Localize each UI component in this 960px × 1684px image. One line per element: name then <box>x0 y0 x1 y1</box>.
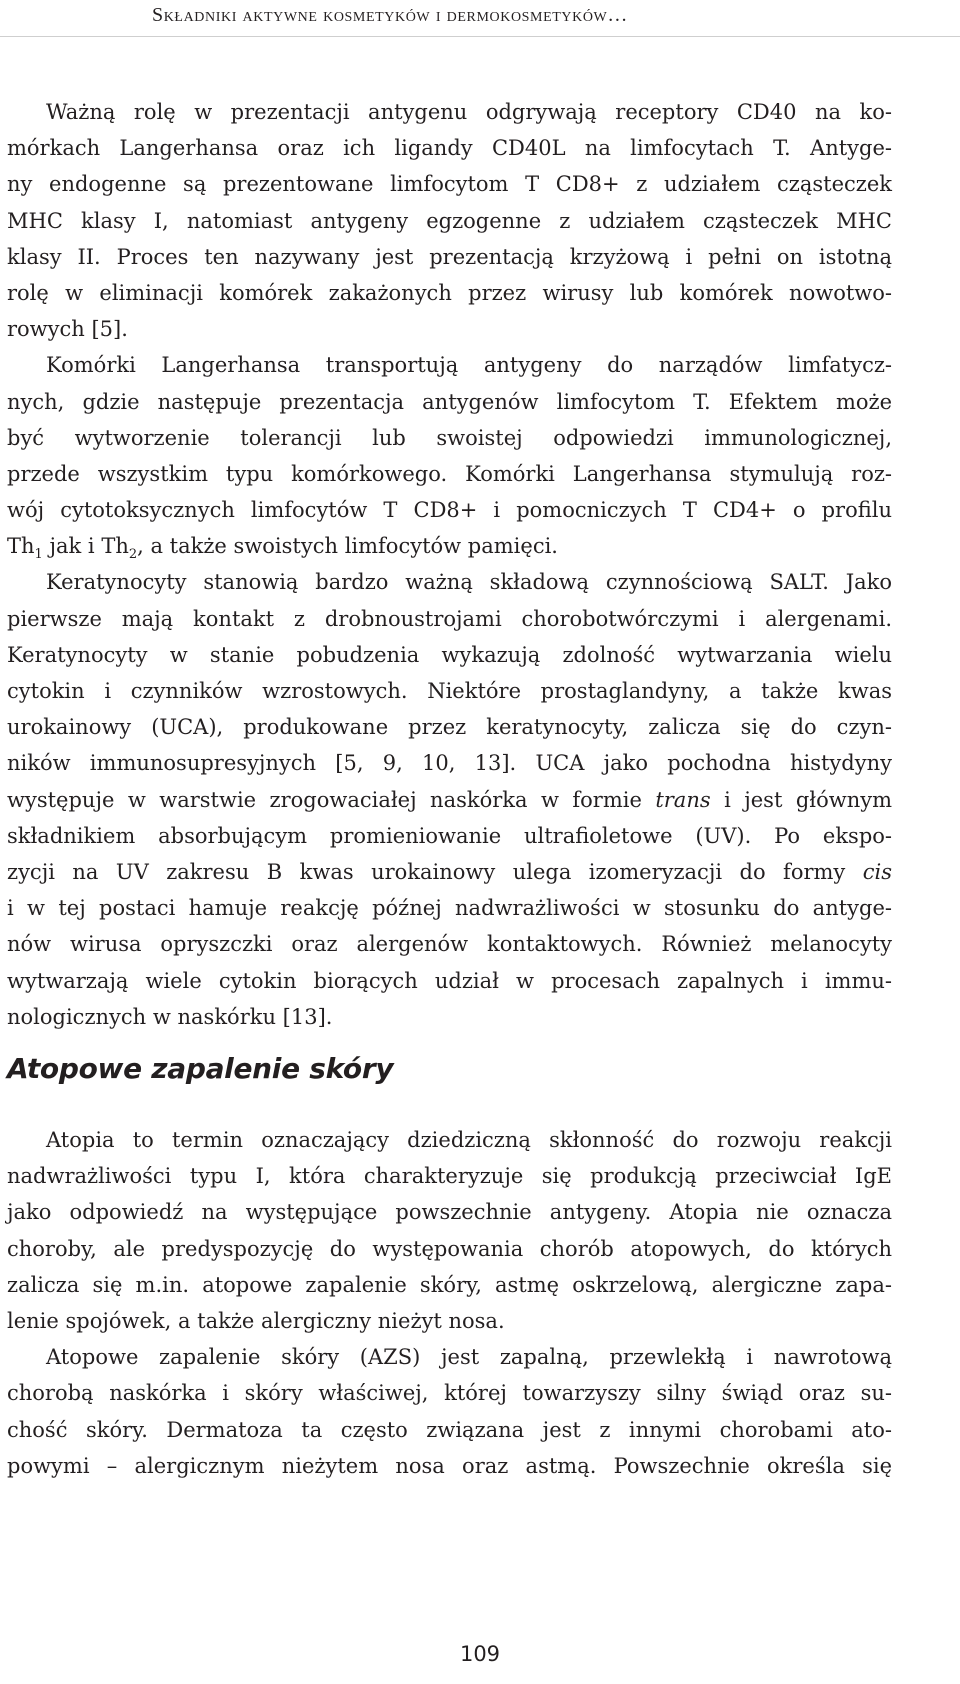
text-line: lenie spojówek, a także alergiczny nieżyt nosa. <box>7 1308 505 1333</box>
section-text-block <box>7 1122 892 1484</box>
text-line: ny endogenne są prezentowane limfocytom T CD8+ z udziałem cząsteczek <box>7 172 892 197</box>
text-line: klasy II. Proces ten nazywany jest prezentacją krzyżową i pełni on istotną <box>7 244 892 269</box>
text-line: składnikiem absorbującym promieniowanie ultrafioletowe (UV). Po ekspo- <box>7 823 892 848</box>
text-line: Komórki Langerhansa transportują antygeny do narządów limfatycz- <box>46 353 892 378</box>
paragraph <box>7 1122 892 1339</box>
text-line: nologicznych w naskórku [13]. <box>7 1004 333 1029</box>
italic-term: trans <box>655 787 711 812</box>
running-head-title: Składniki aktywne kosmetyków i dermokosmetyków… <box>152 4 628 26</box>
text-line: jako odpowiedź na występujące powszechnie antygeny. Atopia nie oznacza <box>7 1200 892 1225</box>
running-head <box>0 0 960 37</box>
text-line <box>7 854 892 890</box>
text-line: chość skóry. Dermatoza ta często związana jest z innymi chorobami ato- <box>7 1417 892 1442</box>
text-line: chorobą naskórka i skóry właściwej, której towarzyszy silny świąd oraz su- <box>7 1381 892 1406</box>
text-line: powymi – alergicznym nieżytem nosa oraz astmą. Powszechnie określa się <box>7 1453 892 1478</box>
text-line: wytwarzają wiele cytokin biorących udział w procesach zapalnych i immu- <box>7 968 892 993</box>
text-line: cytokin i czynników wzrostowych. Niektóre prostaglandyny, a także kwas <box>7 679 892 703</box>
text-line: pierwsze mają kontakt z drobnoustrojami chorobotwórczymi i alergenami. <box>7 606 892 631</box>
section-heading: Atopowe zapalenie skóry <box>7 1052 394 1085</box>
text-line: wój cytotoksycznych limfocytów T CD8+ i pomocniczych T CD4+ o profilu <box>7 498 892 523</box>
text-fragment: i jest głównym <box>710 787 892 812</box>
text-line: choroby, ale predyspozycję do występowania chorób atopowych, do których <box>7 1236 892 1261</box>
text-line: Atopia to termin oznaczający dziedziczną skłonność do rozwoju reakcji <box>46 1128 892 1152</box>
text-line: urokainowy (UCA), produkowane przez keratynocyty, zalicza się do czyn- <box>7 715 892 740</box>
text-line: nych, gdzie następuje prezentacja antygenów limfocytom T. Efektem może <box>7 389 892 414</box>
paragraph <box>7 347 892 564</box>
paragraph <box>7 564 892 1034</box>
text-line: mórkach Langerhansa oraz ich ligandy CD40L na limfocytach T. Antyge- <box>7 136 892 161</box>
text-line: nów wirusa opryszczki oraz alergenów kontaktowych. Również melanocyty <box>7 932 892 957</box>
text-line: nadwrażliwości typu I, która charakteryzuje się produkcją przeciwciał IgE <box>7 1164 892 1189</box>
subscript: 2 <box>128 547 138 563</box>
text-line: Atopowe zapalenie skóry (AZS) jest zapalną, przewlekłą i nawrotową <box>46 1345 892 1370</box>
text-line: Keratynocyty stanowią bardzo ważną składową czynnościową SALT. Jako <box>46 570 892 595</box>
text-line: rolę w eliminacji komórek zakażonych przez wirusy lub komórek nowotwo- <box>7 280 892 305</box>
text-line: Keratynocyty w stanie pobudzenia wykazują zdolność wytwarzania wielu <box>7 642 892 667</box>
italic-term: cis <box>862 859 892 884</box>
text-line <box>7 528 892 564</box>
text-fragment: występuje w warstwie zrogowaciałej naskórka w formie <box>7 787 656 812</box>
text-line: Ważną rolę w prezentacji antygenu odgrywają receptory CD40 na ko- <box>46 100 892 124</box>
main-text-block <box>7 94 892 1035</box>
text-fragment: Th <box>7 534 35 559</box>
text-fragment: jak i Th <box>42 534 129 559</box>
text-fragment: , a także swoistych limfocytów pamięci. <box>137 534 558 559</box>
page-number: 109 <box>459 1642 501 1666</box>
paragraph <box>7 94 892 347</box>
subscript: 1 <box>34 547 43 563</box>
text-line: MHC klasy I, natomiast antygeny egzogenne z udziałem cząsteczek MHC <box>7 208 892 233</box>
text-line: przede wszystkim typu komórkowego. Komórki Langerhansa stymulują roz- <box>7 461 892 486</box>
text-line <box>7 782 892 818</box>
text-line: rowych [5]. <box>7 317 128 342</box>
text-line: i w tej postaci hamuje reakcję późnej nadwrażliwości w stosunku do antyge- <box>7 896 892 921</box>
paragraph <box>7 1339 892 1484</box>
text-line: ników immunosupresyjnych [5, 9, 10, 13]. UCA jako pochodna histydyny <box>7 751 892 776</box>
text-fragment: zycji na UV zakresu B kwas urokainowy ulega izomeryzacji do formy <box>7 859 863 884</box>
text-line: być wytworzenie tolerancji lub swoistej odpowiedzi immunologicznej, <box>7 425 892 450</box>
text-line: zalicza się m.in. atopowe zapalenie skóry, astmę oskrzelową, alergiczne zapa- <box>7 1272 892 1297</box>
